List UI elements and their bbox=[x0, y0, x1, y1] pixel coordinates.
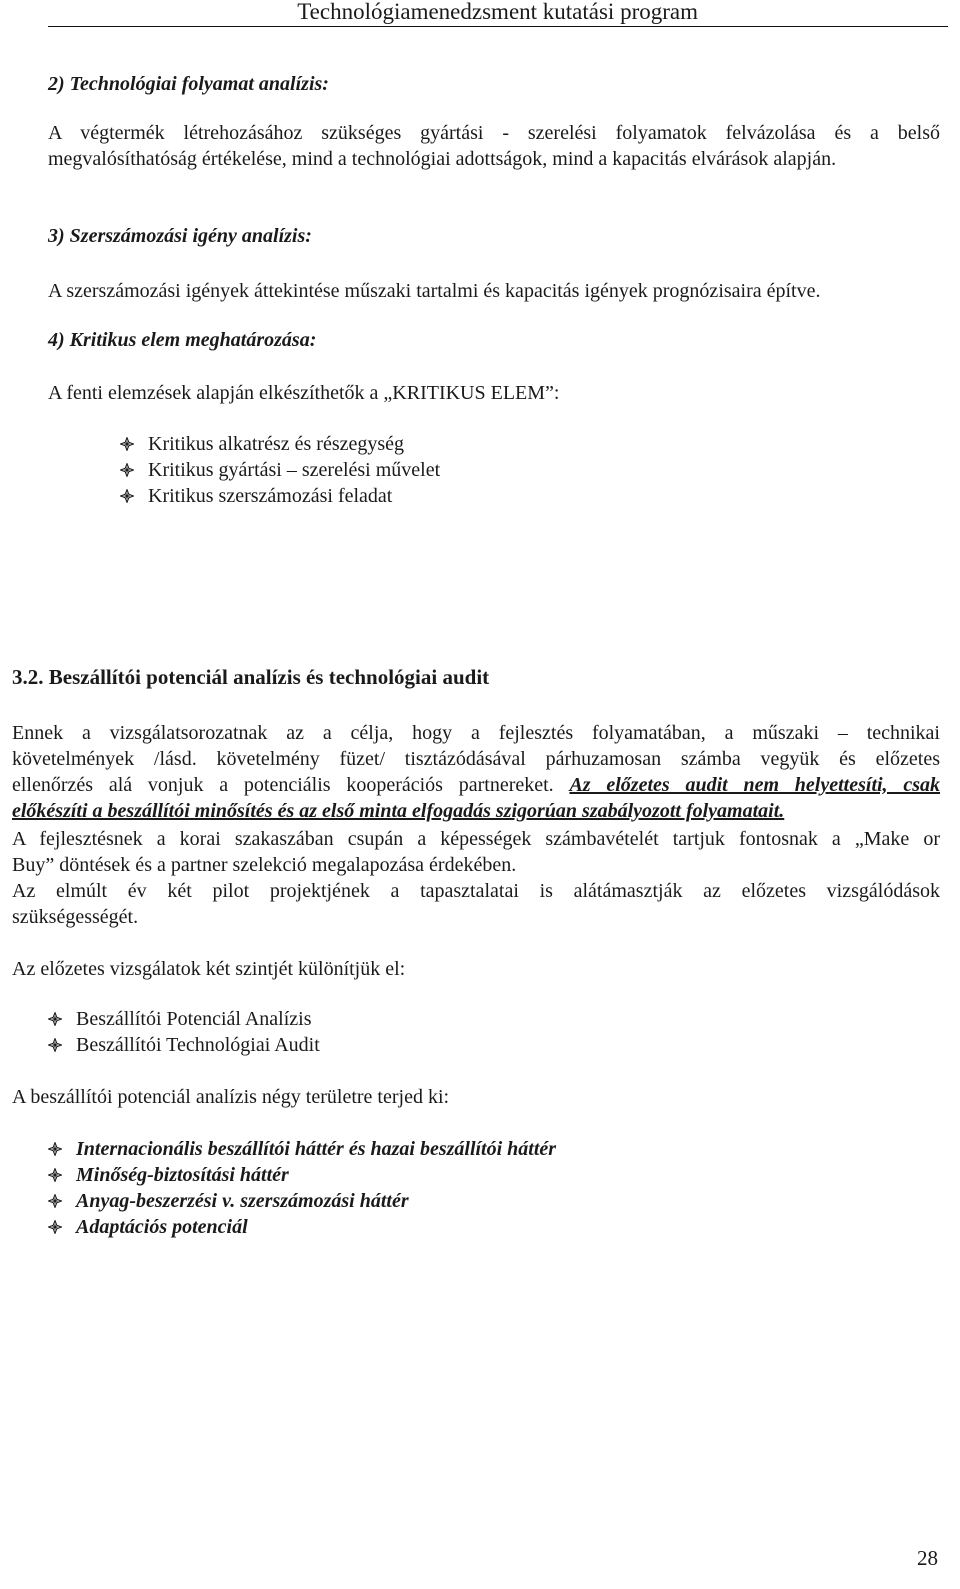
bullet-text: Kritikus gyártási – szerelési művelet bbox=[148, 459, 441, 481]
bullet-text: Kritikus alkatrész és részegység bbox=[148, 433, 405, 455]
diamond-bullet-icon bbox=[48, 1194, 62, 1208]
levels-intro: Az előzetes vizsgálatok két szintjét különítjük el: bbox=[12, 958, 406, 980]
section-2-heading: 2) Technológiai folyamat analízis: bbox=[48, 73, 329, 95]
critical-element-bullet bbox=[120, 431, 404, 457]
section-2-line-2: megvalósíthatóság értékelése, mind a technológiai adottságok, mind a kapacitás elvárások alapján. bbox=[48, 148, 837, 170]
section-3-line-1: A szerszámozási igények áttekintése műszaki tartalmi és kapacitás igények prognózisaira építve. bbox=[48, 280, 821, 302]
critical-element-bullet bbox=[120, 483, 392, 509]
chapter-heading: 3.2. Beszállítói potenciál analízis és technológiai audit bbox=[12, 665, 490, 689]
paragraph-1-line-3 bbox=[12, 772, 940, 798]
level-bullet bbox=[48, 1006, 312, 1032]
paragraph-1-line-4: előkészíti a beszállítói minősítés és az első minta elfogadás szigorúan szabályozott folyamatait. bbox=[12, 800, 785, 822]
section-3-heading: 3) Szerszámozási igény analízis: bbox=[48, 225, 312, 247]
diamond-bullet-icon bbox=[48, 1168, 62, 1182]
diamond-bullet-icon bbox=[120, 463, 134, 477]
paragraph-2-line-1: A fejlesztésnek a korai szakaszában csupán a képességek számbavételét tartjuk fontosnak a „Make or bbox=[12, 828, 940, 850]
bullet-text: Minőség-biztosítási háttér bbox=[76, 1164, 289, 1186]
paragraph-3-line-2: szükségességét. bbox=[12, 906, 139, 928]
paragraph-1-emphasis: Az előzetes audit nem helyettesíti, csak bbox=[569, 774, 940, 796]
paragraph-1-text: ellenőrzés alá vonjuk a potenciális kooperációs partnereket. bbox=[12, 774, 570, 796]
section-2-line-1: A végtermék létrehozásához szükséges gyártási - szerelési folyamatok felvázolása és a belső bbox=[48, 122, 940, 144]
critical-element-bullet bbox=[120, 457, 440, 483]
section-4-heading: 4) Kritikus elem meghatározása: bbox=[48, 329, 317, 351]
bullet-text: Beszállítói Technológiai Audit bbox=[76, 1034, 320, 1056]
areas-intro: A beszállítói potenciál analízis négy területre terjed ki: bbox=[12, 1086, 450, 1108]
level-bullet bbox=[48, 1032, 320, 1058]
diamond-bullet-icon bbox=[48, 1220, 62, 1234]
bullet-text: Adaptációs potenciál bbox=[76, 1216, 248, 1238]
bullet-text: Anyag-beszerzési v. szerszámozási háttér bbox=[76, 1190, 409, 1212]
diamond-bullet-icon bbox=[48, 1142, 62, 1156]
paragraph-2-line-2: Buy” döntések és a partner szelekció megalapozása érdekében. bbox=[12, 854, 517, 876]
bullet-text: Kritikus szerszámozási feladat bbox=[148, 485, 393, 507]
diamond-bullet-icon bbox=[120, 437, 134, 451]
diamond-bullet-icon bbox=[120, 489, 134, 503]
paragraph-3-line-1: Az elmúlt év két pilot projektjének a tapasztalatai is alátámasztják az előzetes vizsgálódások bbox=[12, 880, 940, 902]
bullet-text: Beszállítói Potenciál Analízis bbox=[76, 1008, 312, 1030]
section-4-intro: A fenti elemzések alapján elkészíthetők a „KRITIKUS ELEM”: bbox=[48, 382, 560, 404]
area-bullet bbox=[48, 1214, 248, 1240]
diamond-bullet-icon bbox=[48, 1012, 62, 1026]
paragraph-1-line-1: Ennek a vizsgálatsorozatnak az a célja, hogy a fejlesztés folyamatában, a műszaki – technikai bbox=[12, 722, 940, 744]
area-bullet bbox=[48, 1136, 556, 1162]
area-bullet bbox=[48, 1188, 409, 1214]
area-bullet bbox=[48, 1162, 289, 1188]
page-number: 28 bbox=[917, 1546, 938, 1570]
running-header: Technológiamenedzsment kutatási program bbox=[297, 0, 698, 24]
header-rule bbox=[48, 26, 948, 27]
bullet-text: Internacionális beszállítói háttér és hazai beszállítói háttér bbox=[76, 1138, 557, 1160]
diamond-bullet-icon bbox=[48, 1038, 62, 1052]
paragraph-1-line-2: követelmények /lásd. követelmény füzet/ tisztázódásával párhuzamosan számba vegyük és előzetes bbox=[12, 748, 940, 770]
